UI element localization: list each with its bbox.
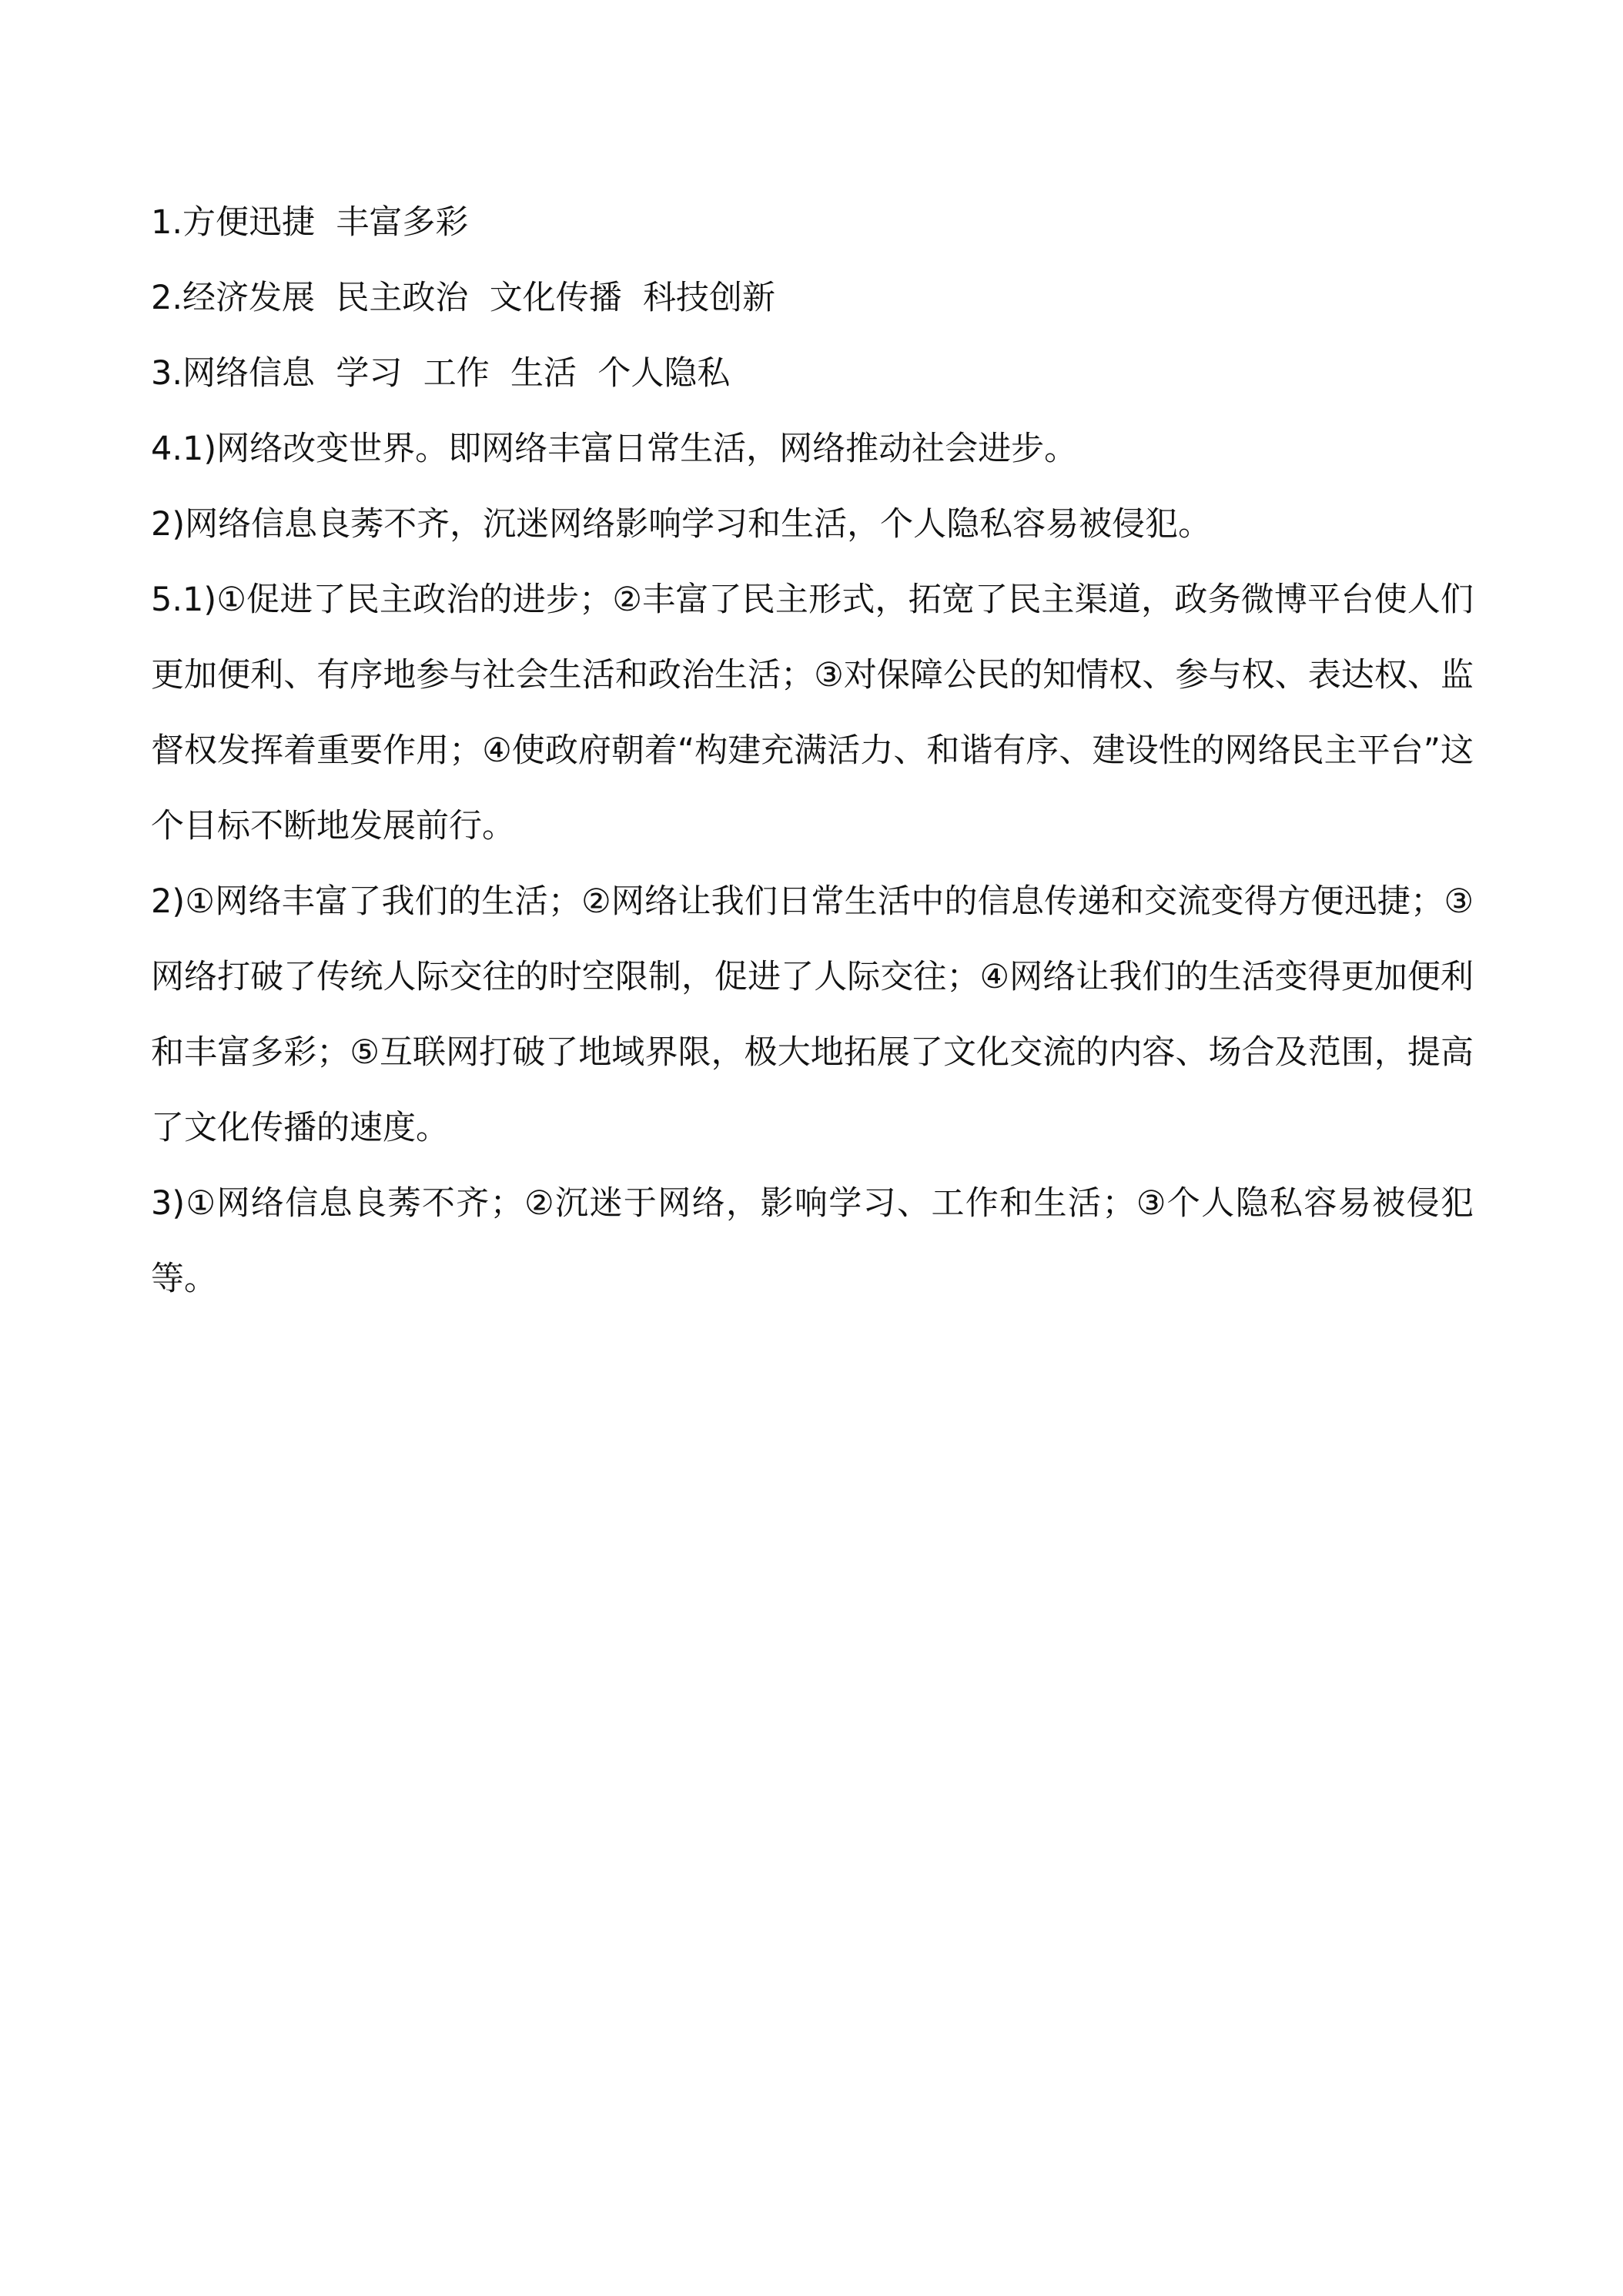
answer-4-1: 4.1)网络改变世界。即网络丰富日常生活，网络推动社会进步。 (151, 430, 1078, 468)
answer-3: 3.网络信息 学习 工作 生活 个人隐私 (151, 354, 731, 393)
answer-5-1: 5.1)①促进了民主政治的进步；②丰富了民主形式，拓宽了民主渠道，政务微博平台使人们更加便利、有序地参与社会生活和政治生活；③对保障公民的知情权、参与权、表达权、监督权发挥着重要作用；④使政府朝着“构建充满活力、和谐有序、建设性的网络民主平台”这个目标不断地发展前行。 (151, 581, 1474, 845)
answer-4-2: 2)网络信息良莠不齐，沉迷网络影响学习和生活，个人隐私容易被侵犯。 (151, 505, 1212, 544)
answer-5-3: 3)①网络信息良莠不齐；②沉迷于网络，影响学习、工作和生活；③个人隐私容易被侵犯等。 (151, 1184, 1474, 1298)
answer-list (151, 185, 1474, 1317)
answer-2: 2.经济发展 民主政治 文化传播 科技创新 (151, 279, 776, 317)
answer-5-2: 2)①网络丰富了我们的生活；②网络让我们日常生活中的信息传递和交流变得方便迅捷；③网络打破了传统人际交往的时空限制，促进了人际交往；④网络让我们的生活变得更加便利和丰富多彩；⑤互联网打破了地域界限，极大地拓展了文化交流的内容、场合及范围，提高了文化传播的速度。 (151, 882, 1474, 1147)
answer-1: 1.方便迅捷 丰富多彩 (151, 203, 469, 242)
